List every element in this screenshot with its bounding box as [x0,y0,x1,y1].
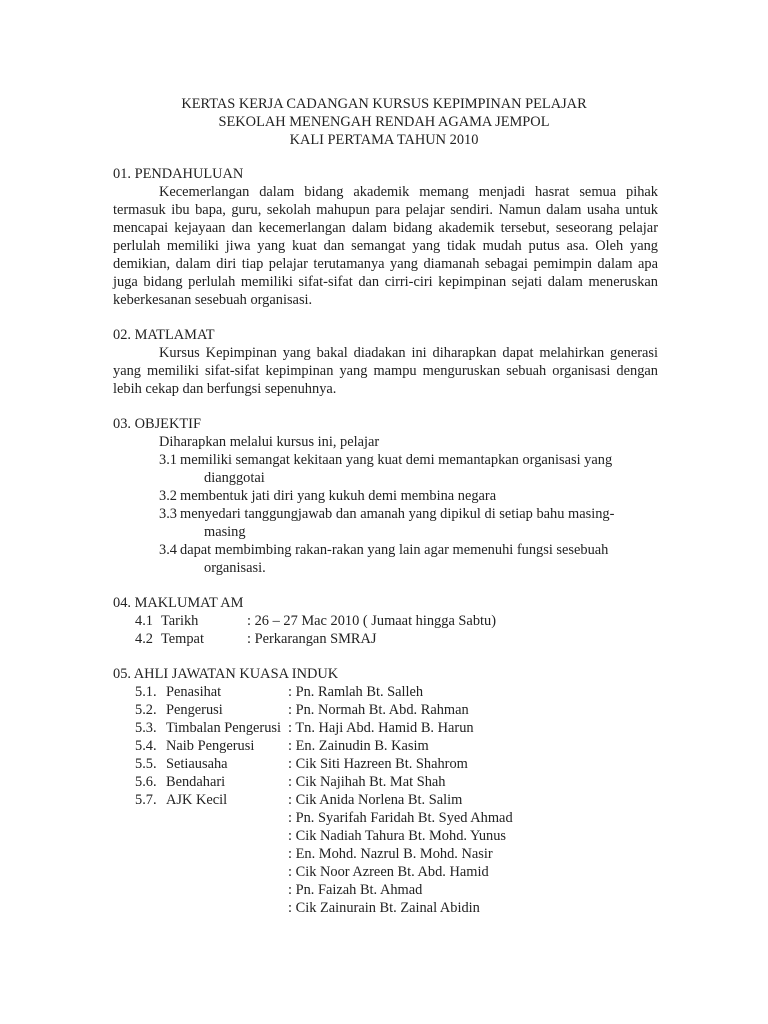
table-row [113,630,658,648]
table-row [113,719,658,737]
title-line-3: KALI PERTAMA TAHUN 2010 [289,132,479,148]
row-label: Naib Pengerusi [166,738,255,754]
item-text-continued: masing [204,524,246,540]
row-number: 4.1 [135,613,153,629]
row-label: AJK Kecil [166,792,228,808]
maklumat-list [113,612,658,648]
list-item [113,451,658,487]
row-number: 5.7. [135,792,157,808]
list-item [113,541,658,577]
row-value: : Pn. Ramlah Bt. Salleh [288,684,424,700]
item-number: 3.1 [159,452,177,468]
item-number: 3.3 [159,506,177,522]
list-item [113,505,658,541]
table-row [113,863,658,881]
row-value: : 26 – 27 Mac 2010 ( Jumaat hingga Sabtu) [247,613,496,629]
item-text: membentuk jati diri yang kukuh demi membina negara [180,488,497,504]
row-number: 5.2. [135,702,157,718]
table-row [113,791,658,809]
row-value: : Cik Anida Norlena Bt. Salim [288,792,463,808]
table-row [113,845,658,863]
table-row [113,773,658,791]
row-value: : Cik Nadiah Tahura Bt. Mohd. Yunus [288,828,507,844]
table-row [113,612,658,630]
row-value: : Cik Noor Azreen Bt. Abd. Hamid [288,864,489,880]
table-row [113,701,658,719]
objektif-intro: Diharapkan melalui kursus ini, pelajar [159,434,380,450]
row-value: : En. Mohd. Nazrul B. Mohd. Nasir [288,846,493,862]
row-label: Bendahari [166,774,226,790]
objektif-list [113,451,658,577]
title-line-2: SEKOLAH MENENGAH RENDAH AGAMA JEMPOL [218,114,550,130]
row-value: : Cik Najihah Bt. Mat Shah [288,774,446,790]
item-text: menyedari tanggungjawab dan amanah yang dipikul di setiap bahu masing- [180,506,615,522]
section-heading: 05. AHLI JAWATAN KUASA INDUK [113,666,339,682]
table-row [113,737,658,755]
row-label: Timbalan Pengerusi [166,720,281,736]
row-value: : En. Zainudin B. Kasim [288,738,429,754]
section-objektif [113,415,658,577]
row-label: Tarikh [161,613,199,629]
section-heading: 04. MAKLUMAT AM [113,595,244,611]
table-row [113,755,658,773]
section-body: Kursus Kepimpinan yang bakal diadakan ini diharapkan dapat melahirkan generasi yang memiliki sifat-sifat kepimpinan yang mampu menguruskan sebuah organisasi dengan lebih cekap dan berfungsi sepenuhnya. [113,345,658,397]
item-text: memiliki semangat kekitaan yang kuat demi memantapkan organisasi yang [180,452,613,468]
section-ajk [113,665,658,917]
row-value: : Cik Zainurain Bt. Zainal Abidin [288,900,480,916]
row-number: 5.6. [135,774,157,790]
section-heading: 01. PENDAHULUAN [113,166,244,182]
table-row [113,827,658,845]
section-body: Kecemerlangan dalam bidang akademik memang menjadi hasrat semua pihak termasuk ibu bapa, guru, sekolah mahupun para pelajar sendiri. Namun dalam usaha untuk mencapai kejayaan dan kecemerlangan dalam bidang akademik tersebut, seseorang pelajar perlulah memiliki jiwa yang kuat dan semangat yang tidak mudah putus asa. Oleh yang demikian, dalam diri tiap pelajar terutamanya yang diamanah sebagai pemimpin dalam apa juga bidang perlulah memiliki sifat-sifat dan cirri-ciri kepimpinan sejati dalam meneruskan keberkesanan sesebuah organisasi. [113,184,658,308]
section-heading: 02. MATLAMAT [113,327,215,343]
table-row [113,899,658,917]
document-title [0,95,768,149]
row-value: : Perkarangan SMRAJ [247,631,377,647]
row-number: 5.5. [135,756,157,772]
item-text: dapat membimbing rakan-rakan yang lain agar memenuhi fungsi sesebuah [180,542,609,558]
row-number: 4.2 [135,631,153,647]
item-text-continued: organisasi. [204,560,266,576]
row-label: Tempat [161,631,204,647]
section-heading: 03. OBJEKTIF [113,416,201,432]
table-row [113,683,658,701]
section-maklumat-am [113,594,658,648]
section-matlamat [113,326,658,398]
row-label: Penasihat [166,684,222,700]
list-item [113,487,658,505]
title-line-1: KERTAS KERJA CADANGAN KURSUS KEPIMPINAN PELAJAR [181,96,587,112]
row-value: : Tn. Haji Abd. Hamid B. Harun [288,720,474,736]
row-number: 5.3. [135,720,157,736]
row-number: 5.4. [135,738,157,754]
item-number: 3.2 [159,488,177,504]
table-row [113,881,658,899]
item-number: 3.4 [159,542,177,558]
table-row [113,809,658,827]
section-pendahuluan [113,165,658,309]
row-label: Setiausaha [166,756,228,772]
item-text-continued: dianggotai [204,470,265,486]
row-value: : Pn. Syarifah Faridah Bt. Syed Ahmad [288,810,513,826]
row-label: Pengerusi [166,702,223,718]
row-value: : Pn. Faizah Bt. Ahmad [288,882,423,898]
row-value: : Pn. Normah Bt. Abd. Rahman [288,702,469,718]
row-value: : Cik Siti Hazreen Bt. Shahrom [288,756,468,772]
ajk-list [113,683,658,917]
row-number: 5.1. [135,684,157,700]
